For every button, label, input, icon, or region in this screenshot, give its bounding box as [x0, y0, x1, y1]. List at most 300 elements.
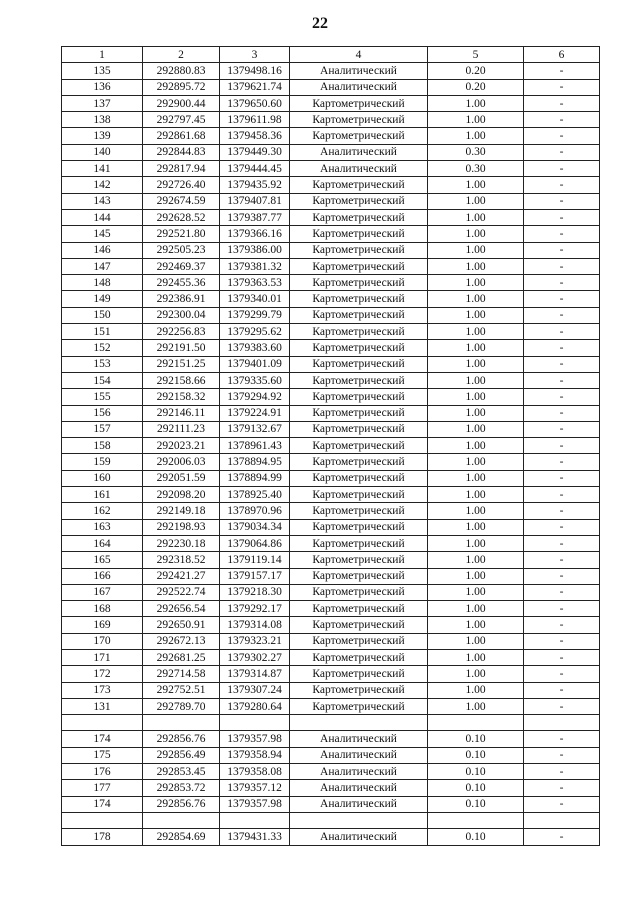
cell-accuracy: 1.00: [428, 519, 524, 535]
cell-note: -: [524, 291, 600, 307]
table-row: [62, 780, 600, 796]
table-row: [62, 242, 600, 258]
cell-accuracy: 1.00: [428, 552, 524, 568]
cell-coord-x: 292158.32: [143, 389, 220, 405]
cell-point-number: 144: [62, 209, 143, 225]
cell-note: -: [524, 112, 600, 128]
cell-point-number: 174: [62, 731, 143, 747]
cell-coord-y: 1379292.17: [220, 601, 290, 617]
cell-note: -: [524, 275, 600, 291]
cell-note: -: [524, 764, 600, 780]
page-number: 22: [312, 15, 328, 32]
cell-point-number: 157: [62, 421, 143, 437]
cell-method: Картометрический: [290, 95, 428, 111]
cell-coord-x: 292650.91: [143, 617, 220, 633]
cell-coord-x: 292146.11: [143, 405, 220, 421]
table-row: [62, 829, 600, 845]
header-cell-5: 5: [428, 47, 524, 63]
table-row: [62, 454, 600, 470]
cell-accuracy: 0.10: [428, 796, 524, 812]
cell-coord-y: [220, 715, 290, 731]
cell-coord-y: 1379650.60: [220, 95, 290, 111]
cell-coord-x: 292300.04: [143, 307, 220, 323]
cell-point-number: 172: [62, 666, 143, 682]
cell-accuracy: 1.00: [428, 568, 524, 584]
cell-point-number: 138: [62, 112, 143, 128]
cell-method: Картометрический: [290, 405, 428, 421]
cell-method: Картометрический: [290, 487, 428, 503]
cell-note: -: [524, 829, 600, 845]
cell-coord-y: 1379386.00: [220, 242, 290, 258]
cell-accuracy: 1.00: [428, 405, 524, 421]
cell-point-number: 167: [62, 584, 143, 600]
cell-coord-y: 1379218.30: [220, 584, 290, 600]
cell-accuracy: 0.10: [428, 747, 524, 763]
cell-method: Картометрический: [290, 275, 428, 291]
cell-coord-x: 292789.70: [143, 698, 220, 714]
cell-coord-y: 1378970.96: [220, 503, 290, 519]
cell-point-number: 151: [62, 324, 143, 340]
table-row: [62, 649, 600, 665]
cell-method: [290, 715, 428, 731]
cell-note: -: [524, 63, 600, 79]
cell-coord-y: 1379431.33: [220, 829, 290, 845]
cell-accuracy: 0.30: [428, 144, 524, 160]
cell-coord-y: 1379407.81: [220, 193, 290, 209]
table-row: [62, 731, 600, 747]
table-row: [62, 682, 600, 698]
cell-coord-x: 292844.83: [143, 144, 220, 160]
cell-note: -: [524, 584, 600, 600]
cell-accuracy: 1.00: [428, 535, 524, 551]
cell-note: -: [524, 666, 600, 682]
cell-accuracy: 1.00: [428, 503, 524, 519]
cell-coord-y: 1379294.92: [220, 389, 290, 405]
cell-note: -: [524, 454, 600, 470]
cell-coord-x: 292191.50: [143, 340, 220, 356]
cell-coord-y: 1379357.98: [220, 796, 290, 812]
cell-accuracy: 0.10: [428, 780, 524, 796]
cell-note: -: [524, 568, 600, 584]
cell-coord-x: 292386.91: [143, 291, 220, 307]
cell-point-number: 147: [62, 258, 143, 274]
cell-point-number: [62, 812, 143, 828]
cell-coord-x: 292752.51: [143, 682, 220, 698]
cell-note: -: [524, 649, 600, 665]
cell-note: -: [524, 95, 600, 111]
cell-note: -: [524, 796, 600, 812]
cell-point-number: 159: [62, 454, 143, 470]
cell-accuracy: 1.00: [428, 487, 524, 503]
table-row: [62, 519, 600, 535]
cell-coord-x: 292900.44: [143, 95, 220, 111]
cell-note: -: [524, 487, 600, 503]
cell-point-number: 149: [62, 291, 143, 307]
cell-coord-x: 292505.23: [143, 242, 220, 258]
table-row: [62, 698, 600, 714]
cell-point-number: 137: [62, 95, 143, 111]
cell-coord-x: 292006.03: [143, 454, 220, 470]
table-row: [62, 617, 600, 633]
cell-point-number: 140: [62, 144, 143, 160]
header-cell-1: 1: [62, 47, 143, 63]
cell-coord-y: 1379363.53: [220, 275, 290, 291]
cell-point-number: 146: [62, 242, 143, 258]
header-cell-4: 4: [290, 47, 428, 63]
cell-point-number: 178: [62, 829, 143, 845]
cell-coord-x: 292522.74: [143, 584, 220, 600]
cell-method: Аналитический: [290, 144, 428, 160]
cell-coord-y: [220, 812, 290, 828]
cell-point-number: 139: [62, 128, 143, 144]
cell-accuracy: 1.00: [428, 242, 524, 258]
table-row: [62, 193, 600, 209]
cell-coord-x: 292521.80: [143, 226, 220, 242]
cell-coord-y: 1379295.62: [220, 324, 290, 340]
cell-coord-y: 1379458.36: [220, 128, 290, 144]
cell-coord-x: 292856.49: [143, 747, 220, 763]
cell-coord-y: 1379358.94: [220, 747, 290, 763]
cell-method: Картометрический: [290, 242, 428, 258]
table-row: [62, 503, 600, 519]
cell-coord-y: 1379340.01: [220, 291, 290, 307]
table-row: [62, 95, 600, 111]
cell-method: Картометрический: [290, 568, 428, 584]
cell-method: Картометрический: [290, 324, 428, 340]
cell-coord-x: 292674.59: [143, 193, 220, 209]
cell-coord-y: 1378961.43: [220, 438, 290, 454]
cell-method: Аналитический: [290, 829, 428, 845]
cell-coord-y: 1379132.67: [220, 421, 290, 437]
cell-point-number: 177: [62, 780, 143, 796]
cell-accuracy: 0.20: [428, 79, 524, 95]
cell-method: Картометрический: [290, 601, 428, 617]
cell-note: -: [524, 780, 600, 796]
cell-coord-y: 1379299.79: [220, 307, 290, 323]
cell-method: Картометрический: [290, 421, 428, 437]
cell-coord-x: 292817.94: [143, 161, 220, 177]
cell-coord-x: 292681.25: [143, 649, 220, 665]
cell-accuracy: 1.00: [428, 682, 524, 698]
cell-accuracy: 1.00: [428, 307, 524, 323]
cell-coord-x: 292023.21: [143, 438, 220, 454]
cell-note: -: [524, 324, 600, 340]
table-row: [62, 747, 600, 763]
cell-coord-y: 1379119.14: [220, 552, 290, 568]
cell-point-number: 169: [62, 617, 143, 633]
cell-point-number: 142: [62, 177, 143, 193]
cell-coord-x: 292455.36: [143, 275, 220, 291]
table-row: [62, 633, 600, 649]
cell-point-number: 141: [62, 161, 143, 177]
cell-accuracy: [428, 812, 524, 828]
table-row: [62, 340, 600, 356]
cell-method: Аналитический: [290, 161, 428, 177]
cell-note: -: [524, 617, 600, 633]
cell-point-number: 163: [62, 519, 143, 535]
cell-coord-y: 1379314.87: [220, 666, 290, 682]
cell-coord-y: 1379444.45: [220, 161, 290, 177]
cell-coord-y: 1379224.91: [220, 405, 290, 421]
cell-note: -: [524, 421, 600, 437]
cell-coord-y: 1379064.86: [220, 535, 290, 551]
cell-method: Аналитический: [290, 796, 428, 812]
table-header-row: [62, 47, 600, 63]
table-row: [62, 79, 600, 95]
cell-accuracy: 1.00: [428, 209, 524, 225]
cell-note: -: [524, 144, 600, 160]
cell-note: -: [524, 307, 600, 323]
cell-point-number: 135: [62, 63, 143, 79]
cell-method: Картометрический: [290, 291, 428, 307]
cell-method: Картометрический: [290, 535, 428, 551]
cell-accuracy: 1.00: [428, 372, 524, 388]
cell-method: Картометрический: [290, 617, 428, 633]
table-row: [62, 584, 600, 600]
cell-method: Картометрический: [290, 307, 428, 323]
cell-method: Аналитический: [290, 63, 428, 79]
cell-note: [524, 715, 600, 731]
cell-point-number: 165: [62, 552, 143, 568]
cell-method: Картометрический: [290, 356, 428, 372]
cell-accuracy: 1.00: [428, 193, 524, 209]
cell-method: Картометрический: [290, 519, 428, 535]
cell-method: Картометрический: [290, 340, 428, 356]
cell-accuracy: 1.00: [428, 601, 524, 617]
cell-point-number: 152: [62, 340, 143, 356]
cell-coord-x: 292098.20: [143, 487, 220, 503]
cell-point-number: 176: [62, 764, 143, 780]
cell-coord-y: 1379435.92: [220, 177, 290, 193]
cell-accuracy: [428, 715, 524, 731]
cell-method: Картометрический: [290, 226, 428, 242]
cell-coord-y: 1378894.95: [220, 454, 290, 470]
cell-accuracy: 1.00: [428, 128, 524, 144]
cell-note: -: [524, 226, 600, 242]
table-row: [62, 275, 600, 291]
table-row: [62, 568, 600, 584]
table-row: [62, 63, 600, 79]
cell-note: -: [524, 193, 600, 209]
cell-coord-x: 292854.69: [143, 829, 220, 845]
cell-coord-x: 292149.18: [143, 503, 220, 519]
cell-method: Картометрический: [290, 698, 428, 714]
cell-coord-x: 292256.83: [143, 324, 220, 340]
cell-coord-x: 292230.18: [143, 535, 220, 551]
cell-point-number: 171: [62, 649, 143, 665]
cell-accuracy: 1.00: [428, 698, 524, 714]
cell-point-number: 175: [62, 747, 143, 763]
cell-accuracy: 1.00: [428, 454, 524, 470]
cell-accuracy: 1.00: [428, 421, 524, 437]
cell-coord-x: 292051.59: [143, 470, 220, 486]
cell-accuracy: 1.00: [428, 340, 524, 356]
cell-coord-x: 292111.23: [143, 421, 220, 437]
cell-accuracy: 0.10: [428, 829, 524, 845]
cell-method: Картометрический: [290, 552, 428, 568]
cell-accuracy: 1.00: [428, 112, 524, 128]
cell-accuracy: 1.00: [428, 226, 524, 242]
cell-coord-y: 1379357.98: [220, 731, 290, 747]
cell-note: -: [524, 601, 600, 617]
cell-note: -: [524, 519, 600, 535]
table-row: [62, 535, 600, 551]
cell-point-number: 170: [62, 633, 143, 649]
table-row: [62, 764, 600, 780]
cell-point-number: 160: [62, 470, 143, 486]
cell-note: [524, 812, 600, 828]
cell-method: Картометрический: [290, 649, 428, 665]
cell-accuracy: 0.20: [428, 63, 524, 79]
cell-coord-x: 292856.76: [143, 731, 220, 747]
cell-note: -: [524, 372, 600, 388]
cell-point-number: 150: [62, 307, 143, 323]
cell-method: Картометрический: [290, 258, 428, 274]
cell-coord-y: 1379621.74: [220, 79, 290, 95]
cell-method: Картометрический: [290, 470, 428, 486]
cell-coord-x: 292856.76: [143, 796, 220, 812]
cell-method: Картометрический: [290, 128, 428, 144]
cell-coord-x: 292421.27: [143, 568, 220, 584]
table-row: [62, 356, 600, 372]
table-row: [62, 307, 600, 323]
cell-note: -: [524, 470, 600, 486]
cell-note: -: [524, 405, 600, 421]
cell-point-number: 145: [62, 226, 143, 242]
cell-point-number: 166: [62, 568, 143, 584]
cell-point-number: 131: [62, 698, 143, 714]
cell-accuracy: 1.00: [428, 177, 524, 193]
cell-coord-y: 1379280.64: [220, 698, 290, 714]
cell-method: Картометрический: [290, 584, 428, 600]
table-row: [62, 601, 600, 617]
cell-coord-x: 292656.54: [143, 601, 220, 617]
cell-method: Аналитический: [290, 780, 428, 796]
cell-accuracy: 1.00: [428, 389, 524, 405]
cell-method: Картометрический: [290, 666, 428, 682]
cell-point-number: 153: [62, 356, 143, 372]
cell-accuracy: 1.00: [428, 291, 524, 307]
cell-method: Аналитический: [290, 79, 428, 95]
table-row: [62, 438, 600, 454]
table-row: [62, 812, 600, 828]
cell-note: -: [524, 535, 600, 551]
cell-note: -: [524, 177, 600, 193]
cell-note: -: [524, 633, 600, 649]
cell-note: -: [524, 128, 600, 144]
table-row: [62, 552, 600, 568]
table-row: [62, 226, 600, 242]
cell-accuracy: 0.10: [428, 764, 524, 780]
table-row: [62, 112, 600, 128]
cell-point-number: 161: [62, 487, 143, 503]
cell-point-number: 154: [62, 372, 143, 388]
cell-method: Аналитический: [290, 747, 428, 763]
cell-coord-y: 1379381.32: [220, 258, 290, 274]
cell-accuracy: 1.00: [428, 617, 524, 633]
cell-coord-x: 292861.68: [143, 128, 220, 144]
cell-coord-y: 1379357.12: [220, 780, 290, 796]
table-row: [62, 389, 600, 405]
cell-coord-y: 1379383.60: [220, 340, 290, 356]
cell-point-number: 174: [62, 796, 143, 812]
cell-method: Картометрический: [290, 438, 428, 454]
cell-method: Картометрический: [290, 503, 428, 519]
table-row: [62, 470, 600, 486]
cell-method: Картометрический: [290, 177, 428, 193]
cell-note: -: [524, 258, 600, 274]
table-row: [62, 796, 600, 812]
cell-method: [290, 812, 428, 828]
cell-method: Аналитический: [290, 731, 428, 747]
cell-accuracy: 1.00: [428, 275, 524, 291]
cell-note: -: [524, 698, 600, 714]
cell-note: -: [524, 79, 600, 95]
table-row: [62, 405, 600, 421]
cell-coord-y: 1379401.09: [220, 356, 290, 372]
cell-coord-x: [143, 812, 220, 828]
cell-coord-x: 292158.66: [143, 372, 220, 388]
table-row: [62, 177, 600, 193]
table-row: [62, 209, 600, 225]
cell-accuracy: 1.00: [428, 438, 524, 454]
cell-note: -: [524, 438, 600, 454]
cell-coord-x: 292797.45: [143, 112, 220, 128]
cell-point-number: 143: [62, 193, 143, 209]
cell-note: -: [524, 503, 600, 519]
cell-method: Картометрический: [290, 633, 428, 649]
cell-method: Картометрический: [290, 112, 428, 128]
table-row: [62, 372, 600, 388]
cell-accuracy: 1.00: [428, 356, 524, 372]
cell-point-number: 168: [62, 601, 143, 617]
cell-point-number: 148: [62, 275, 143, 291]
cell-note: -: [524, 242, 600, 258]
table-body: [62, 63, 600, 845]
cell-coord-y: 1379366.16: [220, 226, 290, 242]
cell-coord-x: 292469.37: [143, 258, 220, 274]
cell-coord-x: 292628.52: [143, 209, 220, 225]
cell-note: -: [524, 389, 600, 405]
table-row: [62, 487, 600, 503]
header-cell-3: 3: [220, 47, 290, 63]
cell-coord-y: 1379358.08: [220, 764, 290, 780]
cell-accuracy: 1.00: [428, 666, 524, 682]
cell-coord-y: 1378894.99: [220, 470, 290, 486]
cell-accuracy: 1.00: [428, 324, 524, 340]
cell-accuracy: 1.00: [428, 470, 524, 486]
header-cell-6: 6: [524, 47, 600, 63]
cell-coord-y: 1379157.17: [220, 568, 290, 584]
cell-accuracy: 1.00: [428, 584, 524, 600]
cell-method: Картометрический: [290, 372, 428, 388]
cell-point-number: [62, 715, 143, 731]
cell-coord-x: 292198.93: [143, 519, 220, 535]
cell-coord-x: 292853.72: [143, 780, 220, 796]
table-row: [62, 144, 600, 160]
table-row: [62, 128, 600, 144]
cell-note: -: [524, 731, 600, 747]
cell-note: -: [524, 209, 600, 225]
cell-point-number: 155: [62, 389, 143, 405]
cell-method: Картометрический: [290, 454, 428, 470]
cell-note: -: [524, 747, 600, 763]
header-cell-2: 2: [143, 47, 220, 63]
cell-note: -: [524, 340, 600, 356]
cell-coord-y: 1379335.60: [220, 372, 290, 388]
cell-accuracy: 0.30: [428, 161, 524, 177]
cell-accuracy: 1.00: [428, 258, 524, 274]
